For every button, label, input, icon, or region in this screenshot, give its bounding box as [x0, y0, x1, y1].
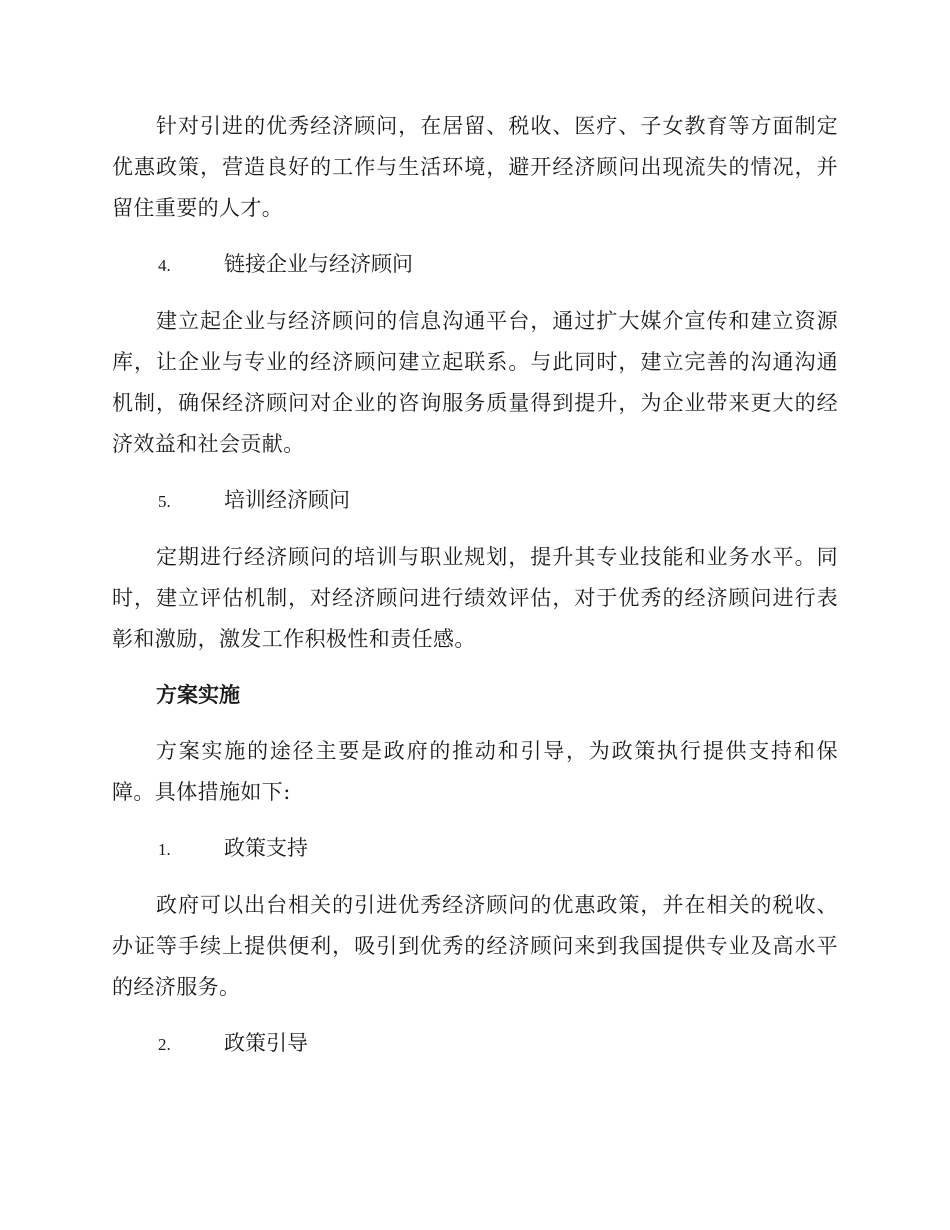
list-item-4 [112, 244, 838, 286]
list-item-1 [112, 828, 838, 870]
paragraph-policy-support: 政府可以出台相关的引进优秀经济顾问的优惠政策，并在相关的税收、办证等手续上提供便利，吸引到优秀的经济顾问来到我国提供专业及高水平的经济服务。 [112, 893, 838, 999]
list-number: 5. [158, 492, 171, 511]
document-page [112, 106, 838, 1065]
section-heading: 方案实施 [156, 683, 240, 707]
list-item-5 [112, 480, 838, 522]
list-label: 政策引导 [224, 1031, 308, 1055]
list-label: 链接企业与经济顾问 [224, 252, 413, 276]
paragraph-link-enterprises: 建立起企业与经济顾问的信息沟通平台，通过扩大媒介宣传和建立资源库，让企业与专业的经济顾问建立起联系。与此同时，建立完善的沟通沟通机制，确保经济顾问对企业的咨询服务质量得到提升，为企业带来更大的经济效益和社会贡献。 [112, 309, 838, 456]
list-number: 4. [158, 256, 171, 275]
list-number: 2. [158, 1035, 171, 1054]
list-label: 政策支持 [224, 836, 308, 860]
list-item-2 [112, 1023, 838, 1065]
paragraph-implementation: 方案实施的途径主要是政府的推动和引导，为政策执行提供支持和保障。具体措施如下: [112, 739, 838, 804]
list-label: 培训经济顾问 [224, 488, 350, 512]
paragraph-talent-retention: 针对引进的优秀经济顾问，在居留、税收、医疗、子女教育等方面制定优惠政策，营造良好的工作与生活环境，避开经济顾问出现流失的情况，并留住重要的人才。 [112, 114, 838, 220]
list-number: 1. [158, 840, 171, 859]
paragraph-training: 定期进行经济顾问的培训与职业规划，提升其专业技能和业务水平。同时，建立评估机制，对经济顾问进行绩效评估，对于优秀的经济顾问进行表彰和激励，激发工作积极性和责任感。 [112, 545, 838, 651]
